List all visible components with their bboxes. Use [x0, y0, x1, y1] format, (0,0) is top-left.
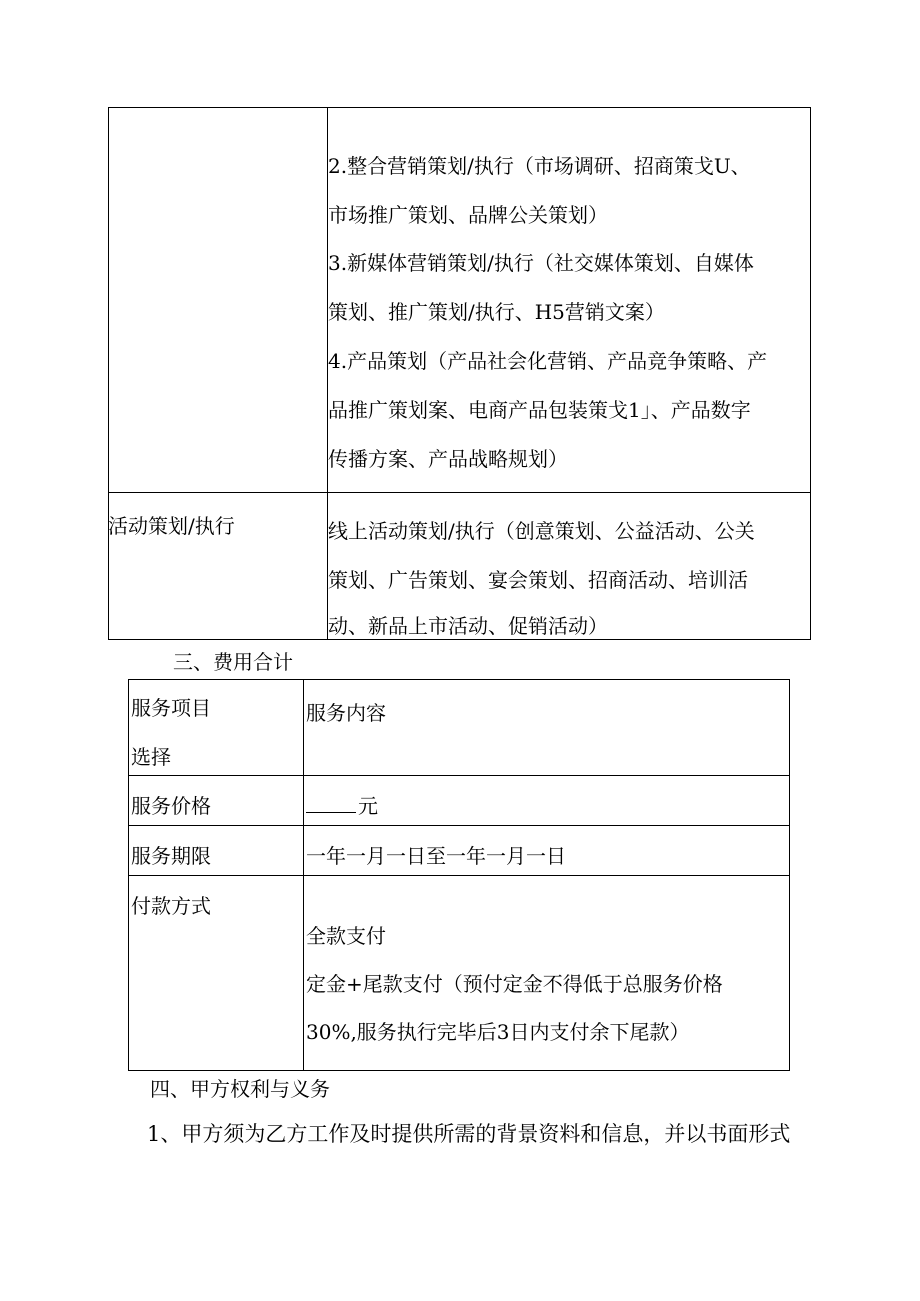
service-line-1: 2.整合营销策划/执行（市场调研、招商策戈U、: [328, 154, 751, 178]
activity-line-2: 策划、广告策划、宴会策划、招商活动、培训活: [328, 568, 748, 592]
payment-option-deposit-2: 30%,服务执行完毕后3日内支付余下尾款）: [306, 1020, 690, 1044]
price-unit: 元: [358, 794, 378, 818]
payment-label: 付款方式: [131, 894, 211, 918]
row-divider: [128, 825, 790, 826]
fee-item-label: 服务项目: [131, 696, 211, 720]
section-heading-fees: 三、费用合计: [173, 650, 293, 674]
service-line-7: 传播方案、产品战略规划）: [328, 447, 568, 471]
row-divider: [128, 875, 790, 876]
section-heading-rights: 四、甲方权利与义务: [150, 1077, 330, 1101]
fee-table: [128, 679, 790, 1071]
price-value: [306, 790, 378, 819]
fee-item-label-2: 选择: [131, 745, 171, 769]
payment-option-deposit: 定金+尾款支付（预付定金不得低于总服务价格: [306, 972, 723, 996]
activity-label: 活动策划/执行: [108, 514, 235, 538]
service-line-4: 策划、推广策划/执行、H5营销文案）: [328, 300, 665, 324]
service-line-6: 品推广策划案、电商产品包装策戈1」、产品数字: [328, 398, 751, 422]
period-value: 一年一月一日至一年一月一日: [306, 844, 566, 868]
service-line-2: 市场推广策划、品牌公关策划）: [328, 203, 608, 227]
price-blank[interactable]: [306, 794, 356, 813]
row-divider: [108, 492, 811, 493]
period-label: 服务期限: [131, 844, 211, 868]
fee-item-content: 服务内容: [306, 701, 386, 725]
service-line-5: 4.产品策划（产品社会化营销、产品竞争策略、产: [328, 349, 768, 373]
price-label: 服务价格: [131, 794, 211, 818]
row-divider: [128, 775, 790, 776]
payment-option-full: 全款支付: [306, 924, 386, 948]
clause-1: 1、甲方须为乙方工作及时提供所需的背景资料和信息，并以书面形式: [147, 1122, 791, 1146]
service-line-3: 3.新媒体营销策划/执行（社交媒体策划、自媒体: [328, 251, 754, 275]
activity-line-3: 动、新品上市活动、促销活动）: [328, 614, 608, 638]
activity-line-1: 线上活动策划/执行（创意策划、公益活动、公关: [328, 519, 755, 543]
